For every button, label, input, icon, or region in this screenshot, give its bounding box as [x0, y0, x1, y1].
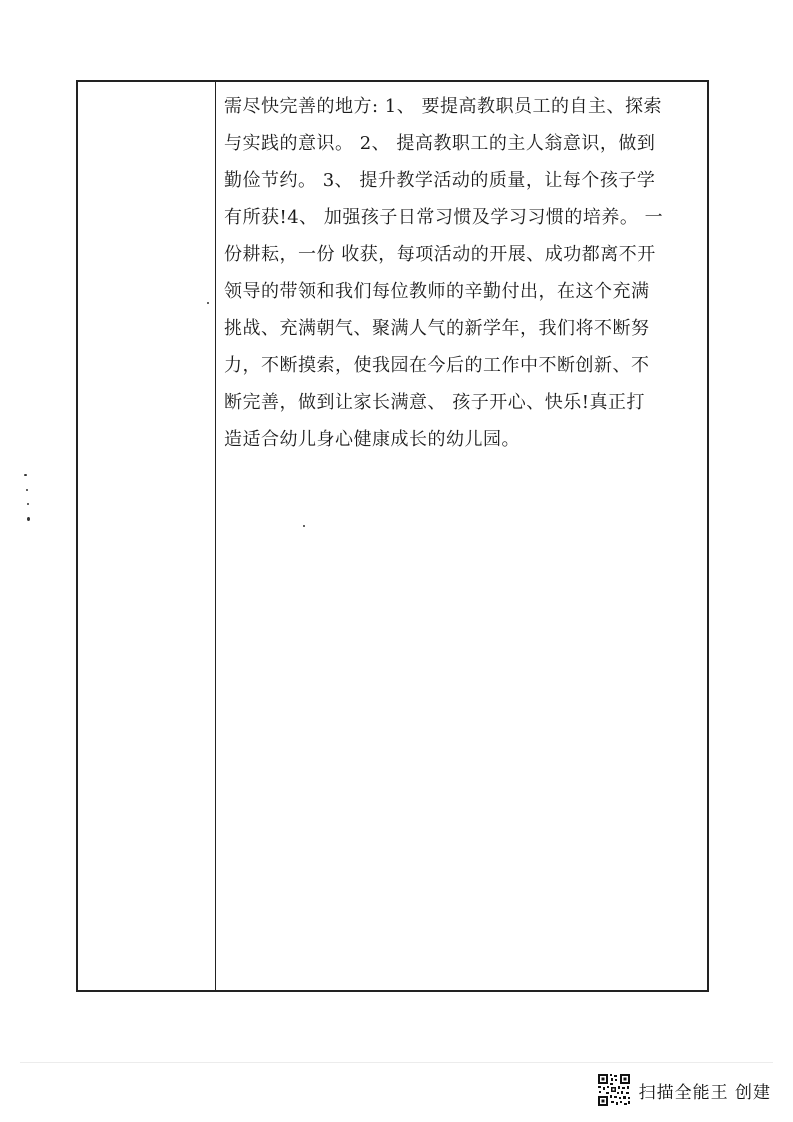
text-line: 挑战、充满朝气、聚满人气的新学年，我们将不断努: [224, 318, 650, 339]
table-column-divider: [215, 82, 216, 990]
report-table: [76, 80, 709, 992]
scan-speck: [24, 474, 27, 476]
text-line: 与实践的意识。 2、 提高教职工的主人翁意识，做到: [224, 133, 656, 154]
text-line: 需尽快完善的地方: 1、 要提高教职员工的自主、探索: [224, 96, 662, 117]
text-line: 力，不断摸索，使我园在今后的工作中不断创新、不: [224, 355, 650, 376]
scan-speck: [26, 489, 28, 491]
scan-speck: [27, 517, 30, 521]
scan-speck: [207, 302, 209, 304]
scanner-watermark: [597, 1072, 771, 1108]
scan-speck: [27, 503, 29, 505]
footer-divider: [20, 1062, 773, 1063]
text-line: 份耕耘，一份 收获，每项活动的开展、成功都离不开: [224, 244, 656, 265]
text-line: 断完善，做到让家长满意、 孩子开心、快乐!真正打: [224, 392, 645, 413]
text-line: 领导的带领和我们每位教师的辛勤付出，在这个充满: [224, 281, 650, 302]
scan-speck: [303, 525, 305, 527]
scanner-app-label: 扫描全能王 创建: [638, 1082, 771, 1103]
qr-code-icon: [597, 1073, 631, 1107]
text-line: 勤俭节约。 3、 提升教学活动的质量，让每个孩子学: [224, 170, 656, 191]
text-line: 有所获!4、 加强孩子日常习惯及学习习惯的培养。 一: [224, 207, 664, 228]
text-line: 造适合幼儿身心健康成长的幼儿园。: [224, 429, 520, 450]
summary-text-cell: [224, 88, 704, 458]
